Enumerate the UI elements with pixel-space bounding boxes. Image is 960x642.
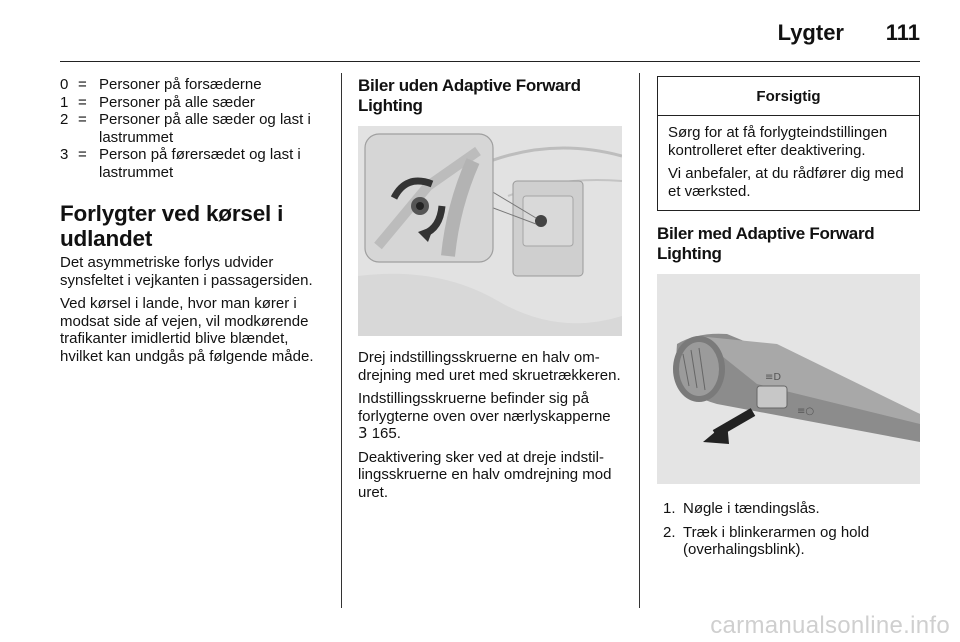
svg-text:≡D: ≡D <box>765 372 782 383</box>
column-divider <box>639 73 640 608</box>
list-item: 1. Nøgle i tændingslås. <box>663 500 820 517</box>
list-item: 2 = Personer på alle sæder og last i lastrummet <box>60 111 311 146</box>
svg-text:≡○: ≡○ <box>797 406 815 417</box>
load-level-list <box>60 76 326 181</box>
section-title: Lygter <box>777 20 844 45</box>
subsection-heading: Biler uden Adaptive Forward Lighting <box>358 76 581 115</box>
caution-text: Vi anbefaler, at du rådfører dig med et værksted. <box>668 165 904 200</box>
steps-list <box>657 500 920 559</box>
headlamp-screw-illustration <box>358 126 622 336</box>
column-left <box>60 76 326 371</box>
paragraph: Det asymmetriske forlys udvider synsfeltet i vejkanten i passagersiden. <box>60 254 313 289</box>
section-heading: Forlygter ved kørsel i udlandet <box>60 201 284 251</box>
list-item: 2. Træk i blinkerarmen og hold (overhalingsblink). <box>663 523 870 558</box>
column-right <box>657 76 920 565</box>
column-middle <box>358 76 622 507</box>
page-ref-number: 165. <box>371 425 401 442</box>
caution-text: Sørg for at få forlygteindstillingen kontrolleret efter deaktivering. <box>668 124 888 159</box>
subsection-heading: Biler med Adaptive Forward Lighting <box>657 224 875 263</box>
paragraph: Deaktivering sker ved at dreje indstillingsskruerne en halv omdrejning mod uret. <box>358 448 612 501</box>
paragraph-with-reference: Indstillingsskruerne befinder sig på forlygterne oven over nærlyskapperne 3 165. <box>358 390 611 442</box>
list-item: 3 = Person på førersædet og last i lastrummet <box>60 146 301 181</box>
caution-box <box>657 76 920 211</box>
caution-title: Forsigtig <box>658 77 919 116</box>
list-item: 1 = Personer på alle sæder <box>60 93 255 111</box>
list-item: 0 = Personer på forsæderne <box>60 76 262 93</box>
watermark: carmanualsonline.info <box>710 612 950 639</box>
indicator-stalk-illustration <box>657 274 920 484</box>
headlamp-adjustment-illustration <box>358 126 622 336</box>
column-divider <box>341 73 342 608</box>
paragraph: Ved kørsel i lande, hvor man kører i modsat side af vejen, vil modkørende trafikanter imidlertid blive blændet, hvilket kan undgås på følgende måde. <box>60 295 314 365</box>
page-number: 111 <box>885 20 920 45</box>
paragraph: Drej indstillingsskruerne en halv omdrejning med uret med skruetrækkeren. <box>358 349 621 384</box>
page-header <box>60 0 920 62</box>
page-ref-arrow-icon: 3 <box>358 424 368 442</box>
page-ref-link[interactable] <box>358 425 401 442</box>
indicator-stalk-icon <box>657 274 920 484</box>
